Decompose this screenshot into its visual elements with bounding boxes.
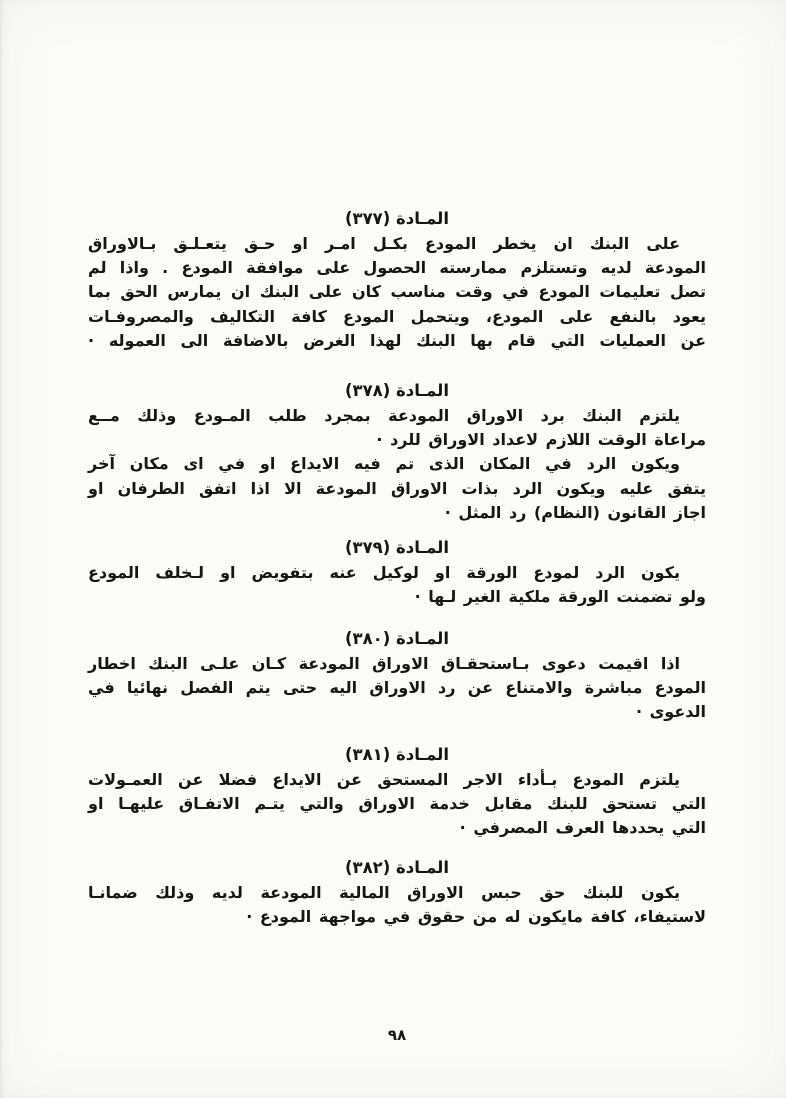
article-line: التي يحددها العرف المصرفي · — [459, 818, 706, 838]
article-heading: المـادة (٣٨٢) — [344, 858, 449, 877]
article-line: لاستيفاء، كافة مايكون له من حقوق في مواجهة المودع · — [246, 907, 706, 927]
article-line: يعود بالنفع على المودع، ويتحمل المودع كافة التكاليف والمصروفـات — [88, 306, 706, 326]
article-lines — [88, 768, 706, 841]
article-lines — [88, 232, 706, 353]
article — [88, 379, 706, 525]
article-line: اجاز القانون (النظام) رد المثل · — [444, 502, 706, 522]
article-heading: المـادة (٣٨١) — [344, 745, 449, 764]
article-line: الدعوى · — [635, 702, 706, 722]
article-line: عن العمليات التي قام بها البنك لهذا الغرض بالاضافة الى العموله · — [88, 330, 706, 350]
article-heading: المـادة (٣٨٠) — [344, 629, 449, 648]
article — [88, 627, 706, 725]
article-line: التي تستحق للبنك مقابل خدمة الاوراق والتي يتـم الاتفـاق عليهـا او — [88, 794, 706, 814]
article — [88, 536, 706, 609]
article-lines — [88, 561, 706, 609]
article-line: ولو تضمنت الورقة ملكية الغير لـها · — [414, 587, 706, 607]
article-line: يلتزم البنك برد الاوراق المودعة بمجرد طلب المـودع وذلك مــع — [88, 406, 680, 425]
scan-edge-shadow — [0, 0, 3, 1098]
article-line: يتفق عليه ويكون الرد بذات الاوراق المودعة الا اذا اتفق الطرفان او — [88, 478, 706, 498]
article-heading: المـادة (٣٧٨) — [344, 381, 449, 400]
article-heading: المـادة (٣٧٩) — [344, 538, 449, 557]
article-heading: المـادة (٣٧٧) — [344, 209, 449, 228]
article — [88, 207, 706, 353]
article-line: يكون للبنك حق حبس الاوراق المالية المودعة لديه وذلك ضمانـا — [88, 883, 680, 902]
article-line: على البنك ان يخطر المودع بكـل امـر او حـق يتعـلـق بـالاوراق — [88, 234, 680, 253]
article-line: يكون الرد لمودع الورقة او لوكيل عنه بتفويض او لـخلف المودع — [88, 563, 680, 582]
article-line: تصل تعليمات المودع في وقت مناسب كان على البنك ان يمارس الحق بما — [88, 282, 706, 302]
article-line: يلتزم المودع بـأداء الاجر المستحق عن الايداع فضلا عن العمـولات — [88, 770, 680, 789]
article-line: ويكون الرد في المكان الذى تم فيه الايداع او في اى مكان آخر — [88, 454, 680, 474]
article-line: المودعة لديه وتستلزم ممارسته الحصول على موافقة المودع . واذا لم — [88, 258, 706, 278]
article — [88, 743, 706, 841]
article — [88, 856, 706, 929]
page-number: ٩٨ — [387, 1026, 407, 1044]
article-lines — [88, 404, 706, 525]
article-line: مراعاة الوقت اللازم لاعداد الاوراق للرد · — [376, 430, 706, 450]
article-line: اذا اقيمت دعوى بـاستحقـاق الاوراق المودعة كـان علـى البنك اخطار — [88, 654, 680, 673]
article-line: المودع مباشرة والامتناع عن رد الاوراق اليه حتى يتم الفصل نهائيا في — [88, 678, 706, 698]
article-lines — [88, 881, 706, 929]
article-lines — [88, 652, 706, 725]
